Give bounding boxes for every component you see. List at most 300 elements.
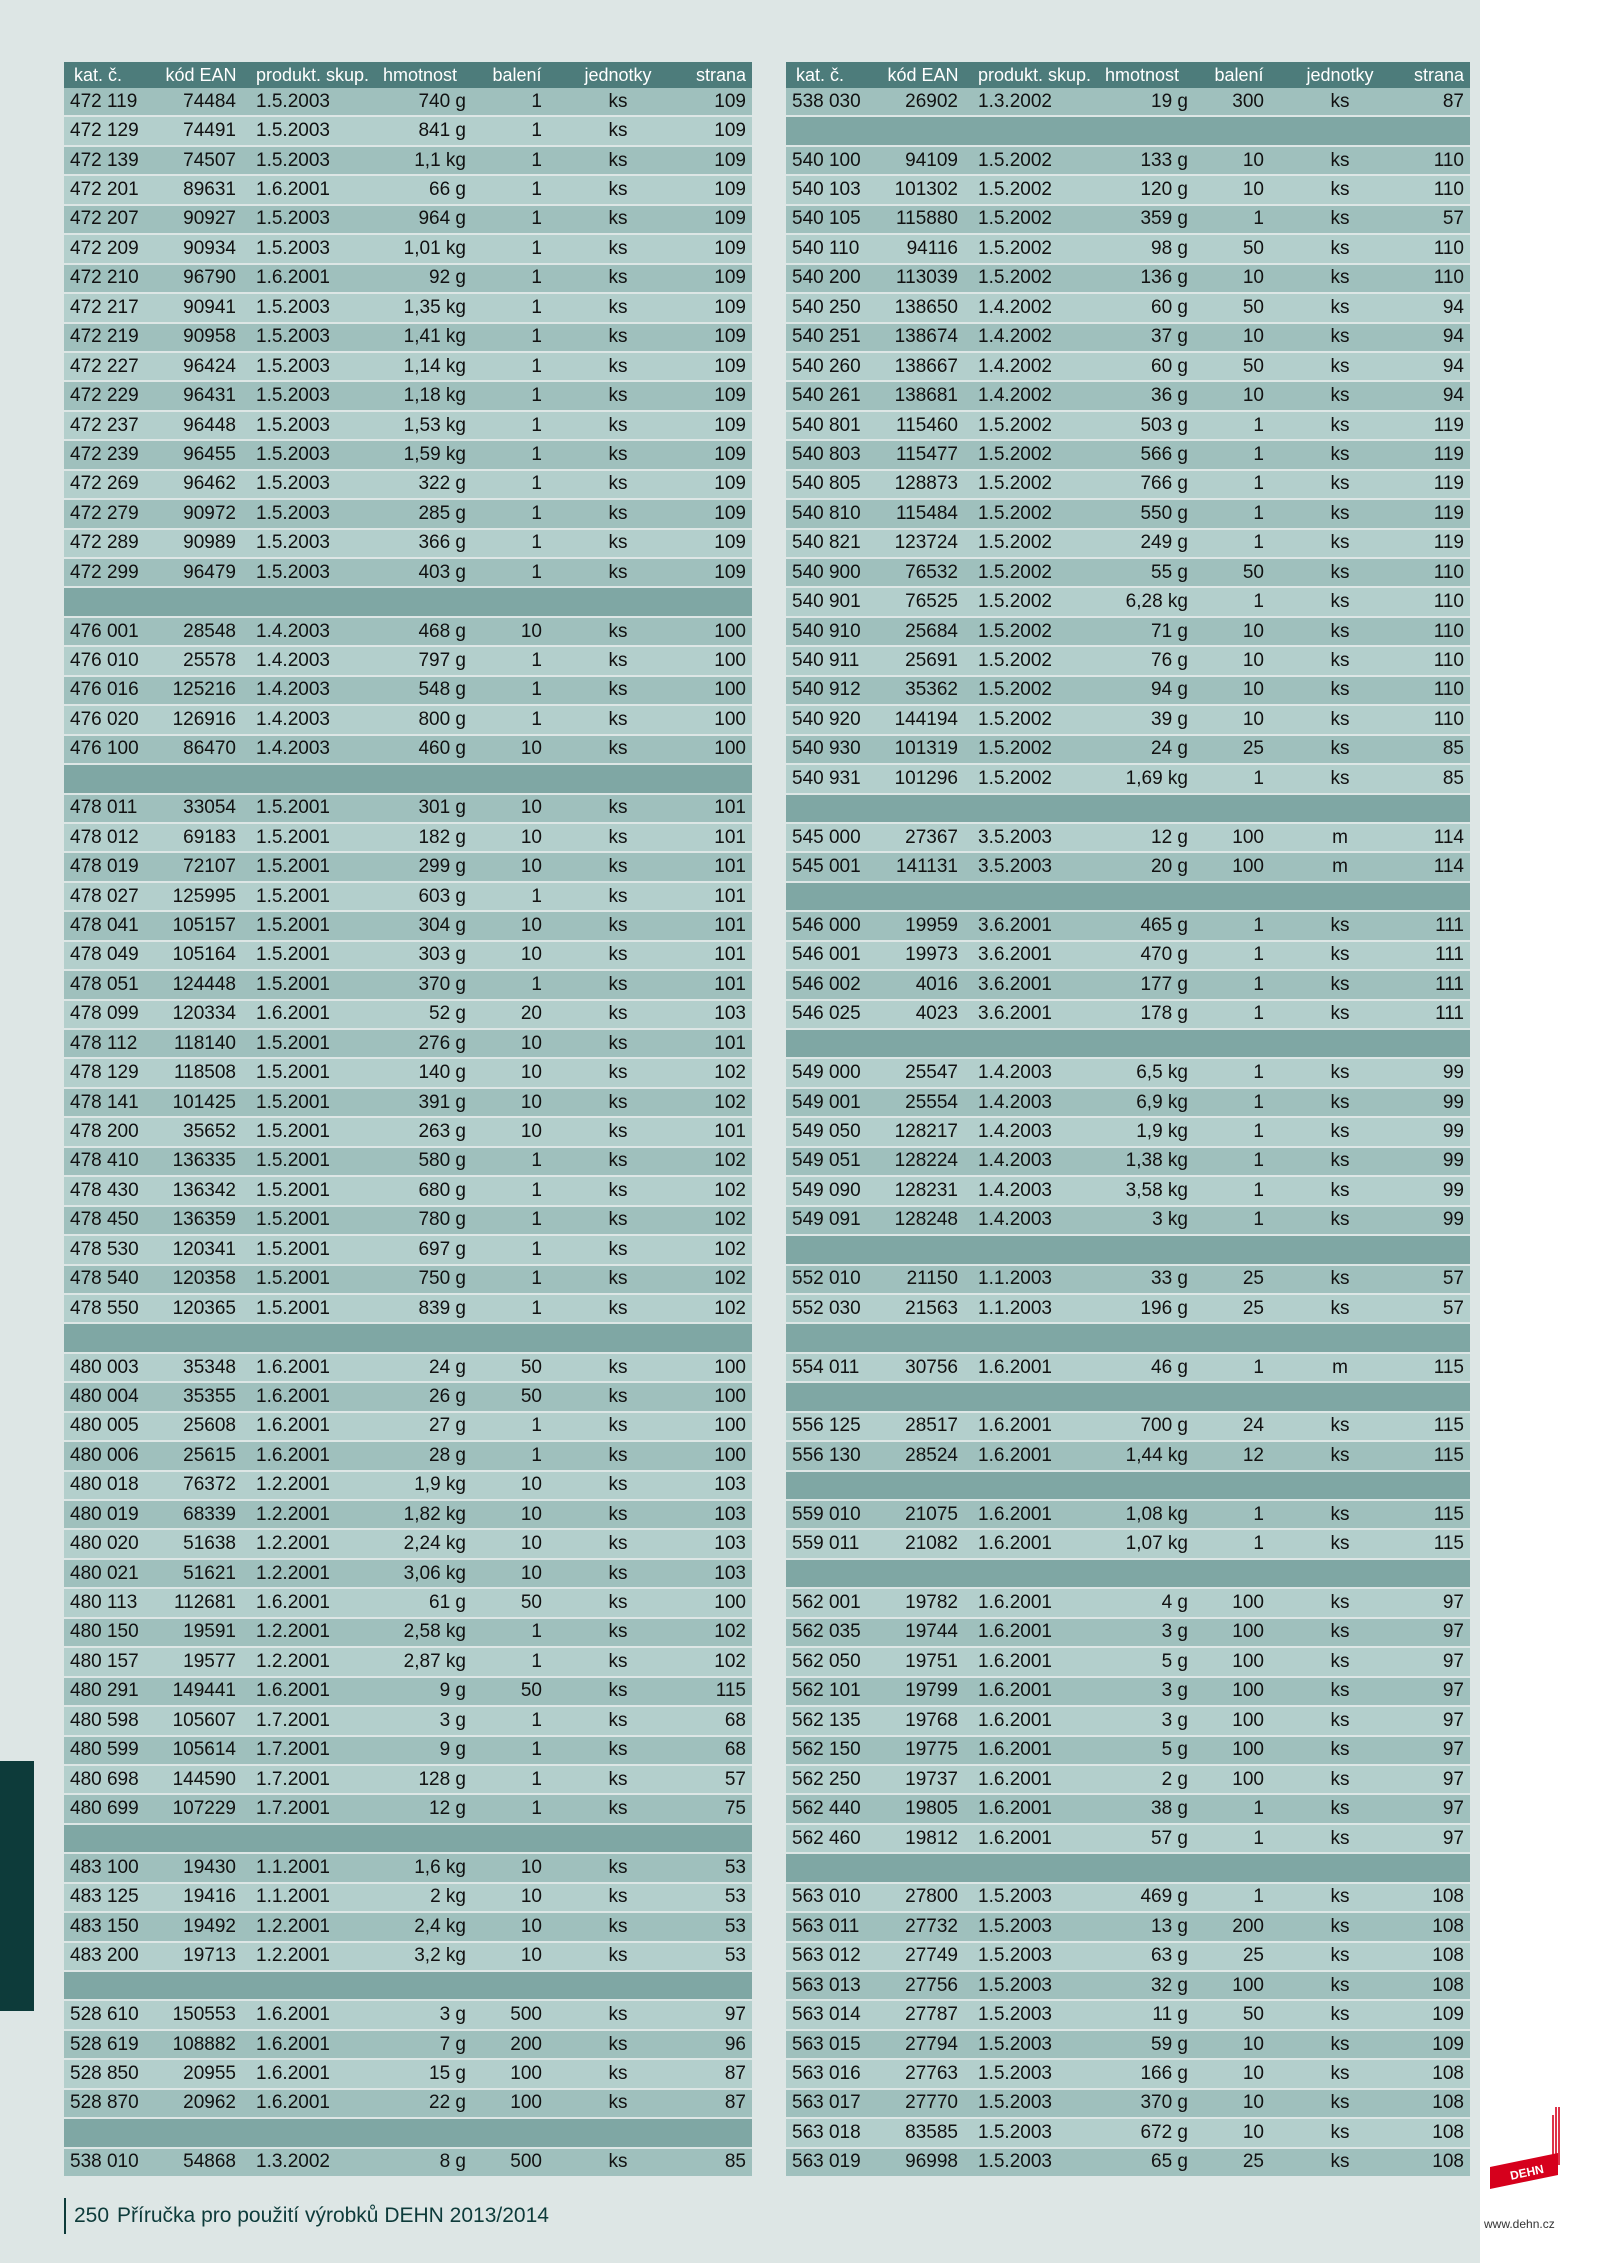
table-row — [64, 352, 752, 381]
cell-units: ks — [568, 2059, 668, 2088]
cell-units: ks — [568, 1706, 668, 1735]
cell-page: 99 — [1390, 1147, 1470, 1176]
cell-weight: 9 g — [370, 1677, 488, 1706]
cell-units: ks — [1290, 1206, 1390, 1235]
cell-units: ks — [568, 882, 668, 911]
cell-ean: 19737 — [882, 1765, 964, 1794]
table-row — [64, 1883, 752, 1912]
cell-product-group: 1.7.2001 — [242, 1736, 370, 1765]
cell-packaging: 10 — [1210, 2030, 1290, 2059]
cell-page: 102 — [668, 1647, 752, 1676]
cell-units: ks — [1290, 1588, 1390, 1617]
cell-ean: 19591 — [160, 1618, 242, 1647]
cell-product-group: 1.6.2001 — [964, 1677, 1092, 1706]
cell-kat: 562 001 — [786, 1588, 882, 1617]
cell-packaging: 1 — [1210, 1500, 1290, 1529]
cell-page: 115 — [1390, 1412, 1470, 1441]
table-row — [64, 1853, 752, 1882]
cell-packaging: 1 — [1210, 440, 1290, 469]
cell-weight: 1,41 kg — [370, 323, 488, 352]
cell-page: 110 — [1390, 234, 1470, 263]
cell-ean: 20955 — [160, 2059, 242, 2088]
cell-ean: 128248 — [882, 1206, 964, 1235]
cell-packaging: 10 — [488, 852, 568, 881]
cell-weight: 1,6 kg — [370, 1853, 488, 1882]
cell-product-group: 1.5.2001 — [242, 823, 370, 852]
table-row — [786, 1912, 1470, 1941]
cell-kat: 538 010 — [64, 2148, 160, 2177]
cell-product-group: 1.4.2003 — [964, 1088, 1092, 1117]
cell-weight: 740 g — [370, 88, 488, 116]
cell-packaging: 1 — [1210, 970, 1290, 999]
cell-packaging: 50 — [1210, 293, 1290, 322]
table-row — [64, 617, 752, 646]
cell-kat: 562 050 — [786, 1647, 882, 1676]
cell-units: ks — [1290, 146, 1390, 175]
cell-kat: 478 011 — [64, 794, 160, 823]
cell-kat: 538 030 — [786, 88, 882, 116]
table-row — [64, 882, 752, 911]
cell-product-group: 1.4.2002 — [964, 352, 1092, 381]
table-row — [64, 529, 752, 558]
cell-page: 110 — [1390, 264, 1470, 293]
cell-page: 101 — [668, 911, 752, 940]
cell-kat: 563 016 — [786, 2059, 882, 2088]
cell-units: ks — [1290, 1265, 1390, 1294]
cell-packaging: 1 — [488, 1147, 568, 1176]
cell-product-group: 1.4.2002 — [964, 293, 1092, 322]
cell-packaging: 1 — [488, 1706, 568, 1735]
cell-kat: 528 850 — [64, 2059, 160, 2088]
cell-page: 85 — [1390, 764, 1470, 793]
cell-product-group: 1.5.2001 — [242, 852, 370, 881]
cell-product-group: 1.5.2003 — [964, 2148, 1092, 2177]
cell-kat: 480 021 — [64, 1559, 160, 1588]
cell-page: 102 — [668, 1265, 752, 1294]
cell-weight: 285 g — [370, 499, 488, 528]
cell-page: 75 — [668, 1794, 752, 1823]
cell-ean: 25547 — [882, 1058, 964, 1087]
table-row — [64, 941, 752, 970]
cell-packaging: 1 — [488, 352, 568, 381]
cell-ean: 30756 — [882, 1353, 964, 1382]
cell-kat: 480 157 — [64, 1647, 160, 1676]
cell-packaging: 1 — [488, 88, 568, 116]
cell-ean: 35362 — [882, 676, 964, 705]
cell-ean: 128873 — [882, 470, 964, 499]
cell-kat: 563 019 — [786, 2148, 882, 2177]
cell-units: ks — [1290, 1618, 1390, 1647]
cell-packaging: 1 — [1210, 205, 1290, 234]
table-row — [786, 617, 1470, 646]
cell-product-group: 1.7.2001 — [242, 1706, 370, 1735]
cell-product-group: 1.6.2001 — [242, 2030, 370, 2059]
cell-page: 97 — [1390, 1736, 1470, 1765]
cell-ean: 28524 — [882, 1441, 964, 1470]
table-row — [64, 1294, 752, 1323]
cell-product-group: 1.5.2001 — [242, 1117, 370, 1146]
cell-ean: 76532 — [882, 558, 964, 587]
cell-units: ks — [568, 381, 668, 410]
cell-packaging: 100 — [1210, 1971, 1290, 2000]
cell-kat: 540 920 — [786, 705, 882, 734]
cell-ean: 90989 — [160, 529, 242, 558]
cell-packaging: 1 — [1210, 1206, 1290, 1235]
cell-kat: 552 010 — [786, 1265, 882, 1294]
cell-packaging: 1 — [488, 1176, 568, 1205]
cell-packaging: 100 — [1210, 1677, 1290, 1706]
cell-weight: 2 g — [1092, 1765, 1210, 1794]
cell-packaging: 1 — [488, 1794, 568, 1823]
cell-packaging: 50 — [488, 1382, 568, 1411]
cell-ean: 72107 — [160, 852, 242, 881]
cell-product-group: 1.5.2002 — [964, 146, 1092, 175]
cell-product-group: 3.6.2001 — [964, 970, 1092, 999]
cell-ean: 115880 — [882, 205, 964, 234]
cell-packaging: 100 — [1210, 1588, 1290, 1617]
cell-kat: 480 004 — [64, 1382, 160, 1411]
cell-product-group: 1.5.2003 — [242, 205, 370, 234]
cell-product-group: 1.5.2003 — [964, 2000, 1092, 2029]
cell-packaging: 1 — [488, 1765, 568, 1794]
cell-weight: 470 g — [1092, 941, 1210, 970]
cell-units: ks — [568, 470, 668, 499]
cell-packaging: 10 — [1210, 617, 1290, 646]
cell-packaging: 10 — [488, 911, 568, 940]
header-product-group: produkt. skup. — [242, 62, 370, 88]
cell-units: ks — [568, 1529, 668, 1558]
cell-product-group: 1.5.2003 — [242, 529, 370, 558]
cell-units: ks — [568, 676, 668, 705]
table-row — [786, 852, 1470, 881]
table-row — [64, 558, 752, 587]
cell-product-group: 1.3.2002 — [242, 2148, 370, 2177]
cell-ean: 112681 — [160, 1588, 242, 1617]
cell-product-group: 1.4.2003 — [242, 735, 370, 764]
cell-kat: 549 000 — [786, 1058, 882, 1087]
cell-product-group: 1.6.2001 — [242, 2059, 370, 2088]
cell-units: ks — [568, 1206, 668, 1235]
separator-cell — [786, 1235, 1470, 1264]
table-row — [786, 941, 1470, 970]
cell-ean: 26902 — [882, 88, 964, 116]
table-header-row — [64, 62, 752, 88]
cell-product-group: 1.6.2001 — [964, 1500, 1092, 1529]
cell-page: 103 — [668, 1500, 752, 1529]
cell-packaging: 200 — [1210, 1912, 1290, 1941]
cell-units: ks — [1290, 175, 1390, 204]
cell-units: ks — [568, 175, 668, 204]
cell-kat: 540 100 — [786, 146, 882, 175]
cell-weight: 1,07 kg — [1092, 1529, 1210, 1558]
cell-product-group: 1.4.2003 — [242, 646, 370, 675]
table-row — [786, 911, 1470, 940]
table-row — [786, 352, 1470, 381]
table-row — [64, 1765, 752, 1794]
cell-packaging: 300 — [1210, 88, 1290, 116]
table-row — [786, 1088, 1470, 1117]
cell-kat: 549 091 — [786, 1206, 882, 1235]
cell-packaging: 100 — [1210, 823, 1290, 852]
cell-units: ks — [1290, 1824, 1390, 1853]
cell-kat: 563 015 — [786, 2030, 882, 2059]
cell-units: ks — [568, 1765, 668, 1794]
table-row — [64, 1942, 752, 1971]
cell-weight: 460 g — [370, 735, 488, 764]
cell-units: ks — [568, 911, 668, 940]
cell-product-group: 1.7.2001 — [242, 1794, 370, 1823]
cell-kat: 563 018 — [786, 2118, 882, 2147]
table-row — [64, 1441, 752, 1470]
cell-ean: 54868 — [160, 2148, 242, 2177]
cell-page: 109 — [1390, 2030, 1470, 2059]
cell-page: 110 — [1390, 646, 1470, 675]
cell-page: 109 — [668, 264, 752, 293]
cell-kat: 563 014 — [786, 2000, 882, 2029]
cell-page: 99 — [1390, 1117, 1470, 1146]
cell-kat: 478 012 — [64, 823, 160, 852]
table-row — [786, 646, 1470, 675]
cell-weight: 548 g — [370, 676, 488, 705]
cell-product-group: 1.5.2001 — [242, 941, 370, 970]
cell-units: ks — [1290, 617, 1390, 646]
cell-units: ks — [568, 411, 668, 440]
table-row — [64, 2030, 752, 2059]
cell-weight: 1,18 kg — [370, 381, 488, 410]
cell-packaging: 1 — [1210, 587, 1290, 616]
cell-units: ks — [568, 558, 668, 587]
cell-page: 108 — [1390, 1942, 1470, 1971]
cell-units: ks — [568, 1912, 668, 1941]
cell-ean: 125216 — [160, 676, 242, 705]
cell-page: 100 — [668, 617, 752, 646]
cell-ean: 21150 — [882, 1265, 964, 1294]
cell-kat: 540 103 — [786, 175, 882, 204]
cell-packaging: 10 — [488, 1912, 568, 1941]
table-row — [64, 146, 752, 175]
cell-product-group: 1.6.2001 — [964, 1618, 1092, 1647]
right-margin — [1480, 0, 1600, 2263]
cell-units: ks — [1290, 705, 1390, 734]
cell-units: ks — [1290, 264, 1390, 293]
cell-weight: 1,9 kg — [370, 1471, 488, 1500]
cell-packaging: 1 — [488, 1265, 568, 1294]
cell-units: ks — [568, 1588, 668, 1617]
cell-weight: 3,2 kg — [370, 1942, 488, 1971]
cell-ean: 25578 — [160, 646, 242, 675]
cell-page: 99 — [1390, 1206, 1470, 1235]
table-row — [786, 323, 1470, 352]
cell-weight: 19 g — [1092, 88, 1210, 116]
cell-kat: 472 279 — [64, 499, 160, 528]
table-row — [786, 2000, 1470, 2029]
cell-product-group: 1.1.2003 — [964, 1265, 1092, 1294]
cell-ean: 19577 — [160, 1647, 242, 1676]
cell-kat: 478 530 — [64, 1235, 160, 1264]
cell-units: m — [1290, 852, 1390, 881]
cell-page: 100 — [668, 646, 752, 675]
cell-weight: 71 g — [1092, 617, 1210, 646]
cell-ean: 19805 — [882, 1794, 964, 1823]
cell-weight: 1,38 kg — [1092, 1147, 1210, 1176]
cell-units: ks — [568, 88, 668, 116]
cell-page: 109 — [668, 381, 752, 410]
cell-kat: 478 550 — [64, 1294, 160, 1323]
cell-ean: 35348 — [160, 1353, 242, 1382]
cell-weight: 61 g — [370, 1588, 488, 1617]
cell-packaging: 10 — [488, 1883, 568, 1912]
cell-units: ks — [1290, 1412, 1390, 1441]
cell-ean: 19973 — [882, 941, 964, 970]
cell-ean: 136342 — [160, 1176, 242, 1205]
cell-page: 96 — [668, 2030, 752, 2059]
cell-ean: 27800 — [882, 1883, 964, 1912]
cell-product-group: 1.3.2002 — [964, 88, 1092, 116]
cell-product-group: 1.5.2003 — [242, 499, 370, 528]
cell-product-group: 1.5.2003 — [964, 2030, 1092, 2059]
cell-page: 108 — [1390, 2118, 1470, 2147]
group-separator-row — [64, 1323, 752, 1352]
table-row — [786, 1353, 1470, 1382]
cell-weight: 1,44 kg — [1092, 1441, 1210, 1470]
cell-product-group: 1.1.2003 — [964, 1294, 1092, 1323]
cell-kat: 472 129 — [64, 116, 160, 145]
cell-product-group: 1.6.2001 — [964, 1353, 1092, 1382]
cell-kat: 540 105 — [786, 205, 882, 234]
cell-page: 108 — [1390, 1912, 1470, 1941]
cell-page: 110 — [1390, 146, 1470, 175]
cell-page: 100 — [668, 1441, 752, 1470]
cell-weight: 3 kg — [1092, 1206, 1210, 1235]
cell-kat: 540 910 — [786, 617, 882, 646]
cell-page: 109 — [668, 352, 752, 381]
table-row — [786, 558, 1470, 587]
cell-product-group: 1.1.2001 — [242, 1883, 370, 1912]
cell-packaging: 12 — [1210, 1441, 1290, 1470]
cell-ean: 68339 — [160, 1500, 242, 1529]
cell-units: ks — [568, 116, 668, 145]
table-row — [786, 1117, 1470, 1146]
cell-page: 103 — [668, 1559, 752, 1588]
cell-product-group: 1.5.2003 — [242, 323, 370, 352]
cell-kat: 478 141 — [64, 1088, 160, 1117]
table-row — [64, 293, 752, 322]
cell-product-group: 1.1.2001 — [242, 1853, 370, 1882]
cell-ean: 144194 — [882, 705, 964, 734]
table-row — [786, 1824, 1470, 1853]
cell-kat: 563 017 — [786, 2089, 882, 2118]
cell-weight: 2,58 kg — [370, 1618, 488, 1647]
cell-product-group: 1.6.2001 — [242, 1412, 370, 1441]
cell-weight: 182 g — [370, 823, 488, 852]
cell-page: 109 — [668, 146, 752, 175]
header-page: strana — [1390, 62, 1470, 88]
cell-page: 108 — [1390, 2089, 1470, 2118]
cell-ean: 113039 — [882, 264, 964, 293]
cell-units: ks — [568, 323, 668, 352]
cell-ean: 90941 — [160, 293, 242, 322]
cell-weight: 797 g — [370, 646, 488, 675]
cell-weight: 1,14 kg — [370, 352, 488, 381]
cell-kat: 478 540 — [64, 1265, 160, 1294]
cell-product-group: 1.6.2001 — [242, 1353, 370, 1382]
cell-packaging: 1 — [1210, 1088, 1290, 1117]
cell-kat: 478 112 — [64, 1029, 160, 1058]
cell-packaging: 10 — [1210, 646, 1290, 675]
table-row — [64, 1912, 752, 1941]
cell-product-group: 1.5.2002 — [964, 705, 1092, 734]
cell-product-group: 1.6.2001 — [242, 1000, 370, 1029]
cell-packaging: 1 — [488, 705, 568, 734]
separator-cell — [64, 1824, 752, 1853]
cell-units: ks — [1290, 970, 1390, 999]
table-row — [64, 705, 752, 734]
cell-packaging: 1 — [488, 1294, 568, 1323]
cell-weight: 465 g — [1092, 911, 1210, 940]
cell-units: ks — [1290, 205, 1390, 234]
cell-ean: 96790 — [160, 264, 242, 293]
cell-page: 109 — [668, 499, 752, 528]
group-separator-row — [786, 1323, 1470, 1352]
cell-page: 97 — [1390, 1647, 1470, 1676]
cell-packaging: 10 — [1210, 323, 1290, 352]
cell-ean: 35652 — [160, 1117, 242, 1146]
cell-packaging: 10 — [488, 1942, 568, 1971]
cell-weight: 57 g — [1092, 1824, 1210, 1853]
cell-product-group: 1.5.2003 — [242, 146, 370, 175]
header-product-group: produkt. skup. — [964, 62, 1092, 88]
cell-weight: 1,69 kg — [1092, 764, 1210, 793]
cell-units: ks — [568, 146, 668, 175]
cell-page: 85 — [1390, 735, 1470, 764]
cell-product-group: 1.5.2002 — [964, 764, 1092, 793]
cell-kat: 472 227 — [64, 352, 160, 381]
group-separator-row — [64, 2118, 752, 2147]
cell-weight: 322 g — [370, 470, 488, 499]
cell-packaging: 10 — [488, 617, 568, 646]
cell-kat: 540 250 — [786, 293, 882, 322]
table-row — [786, 529, 1470, 558]
cell-packaging: 1 — [1210, 1883, 1290, 1912]
cell-ean: 51638 — [160, 1529, 242, 1558]
cell-page: 97 — [1390, 1706, 1470, 1735]
cell-page: 110 — [1390, 617, 1470, 646]
cell-product-group: 1.2.2001 — [242, 1618, 370, 1647]
table-row — [64, 264, 752, 293]
cell-packaging: 1 — [488, 470, 568, 499]
cell-product-group: 1.2.2001 — [242, 1500, 370, 1529]
cell-packaging: 10 — [1210, 2089, 1290, 2118]
cell-product-group: 1.5.2002 — [964, 646, 1092, 675]
cell-page: 114 — [1390, 852, 1470, 881]
table-row — [64, 381, 752, 410]
cell-ean: 19751 — [882, 1647, 964, 1676]
cell-product-group: 1.5.2003 — [964, 1971, 1092, 2000]
cell-weight: 39 g — [1092, 705, 1210, 734]
cell-kat: 528 610 — [64, 2000, 160, 2029]
cell-product-group: 3.6.2001 — [964, 941, 1092, 970]
table-row — [786, 2089, 1470, 2118]
cell-product-group: 1.4.2003 — [964, 1117, 1092, 1146]
cell-product-group: 1.5.2003 — [242, 470, 370, 499]
cell-page: 68 — [668, 1706, 752, 1735]
cell-page: 101 — [668, 1029, 752, 1058]
cell-weight: 94 g — [1092, 676, 1210, 705]
cell-kat: 562 250 — [786, 1765, 882, 1794]
logo-text: DEHN — [1508, 2161, 1546, 2183]
cell-weight: 12 g — [1092, 823, 1210, 852]
cell-ean: 86470 — [160, 735, 242, 764]
